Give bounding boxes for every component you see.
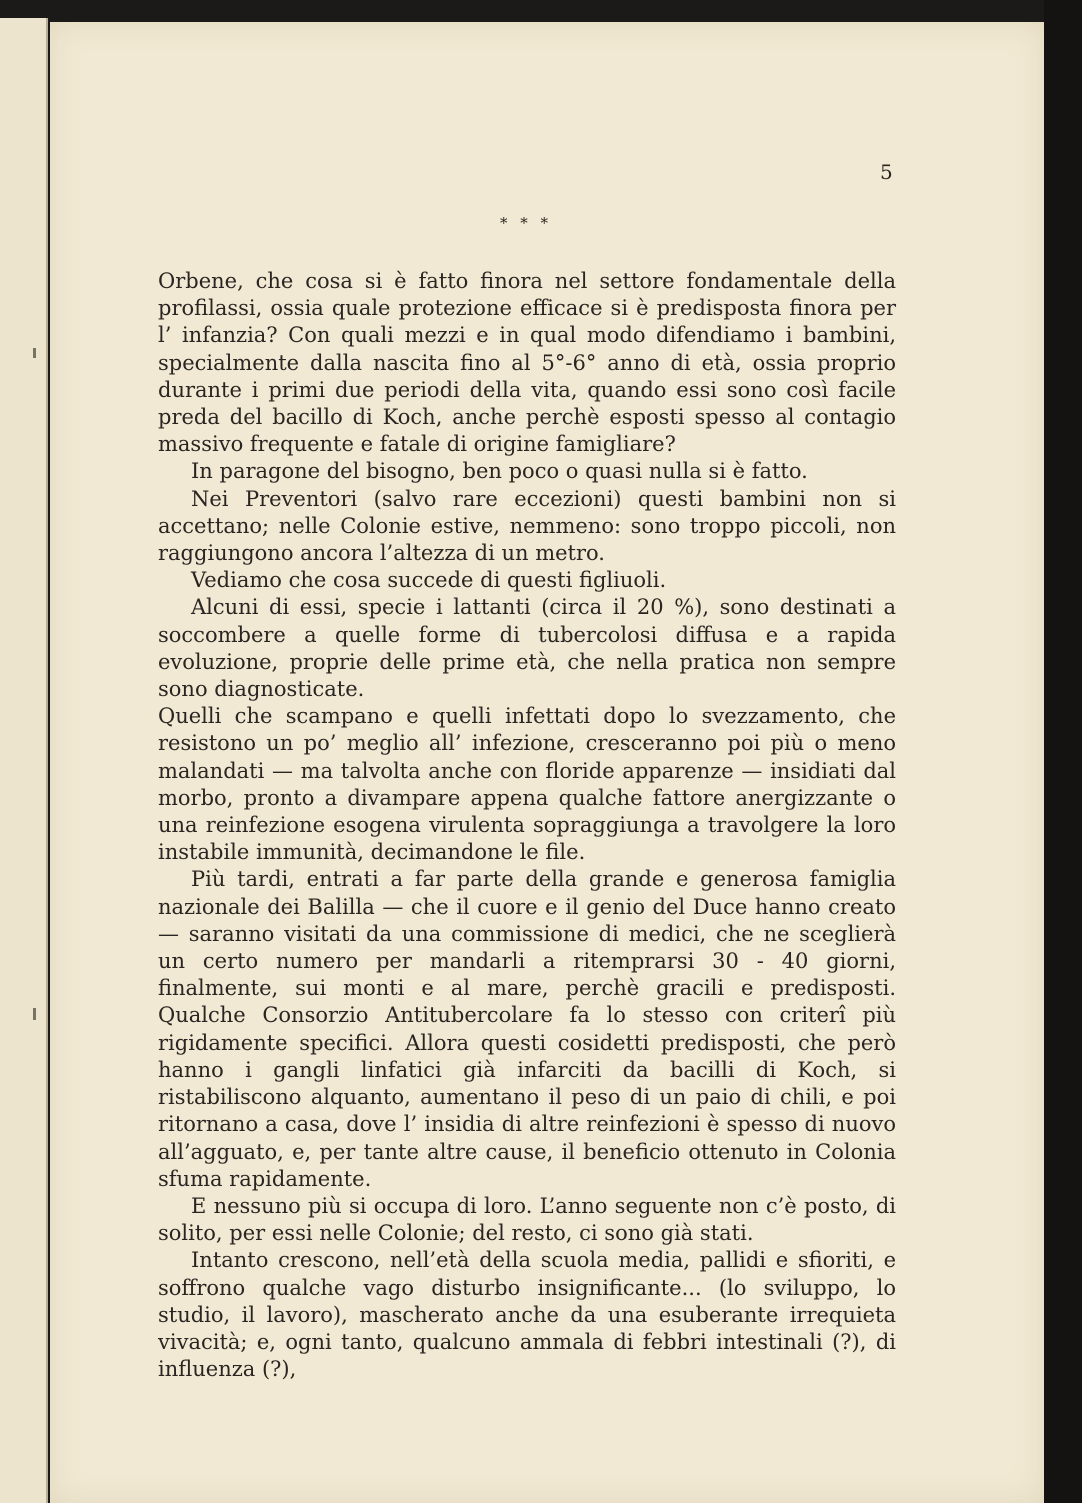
page-number: 5 — [880, 160, 893, 184]
paragraph: E nessuno più si occupa di loro. L’anno seguente non c’è posto, di solito, per essi nelle Colonie; del resto, ci sono già stati. — [158, 1193, 896, 1246]
paragraph: Più tardi, entrati a far parte della grande e generosa famiglia nazionale dei Balilla — che il cuore e il genio del Duce hanno creato — saranno visitati da una commissione di medici, che ne sceglierà un certo numero per mandarli a ritemprarsi 30 - 40 giorni, finalmente, sui monti e al mare, perchè gracili e predisposti. Qualche Consorzio Antitubercolare fa lo stesso con criterî più rigidamente specifici. Allora questi cosidetti predisposti, che però hanno i gangli linfatici già infarciti da bacilli di Koch, si ristabiliscono alquanto, aumentano il peso di un paio di chili, e poi ritornano a casa, dove l’ insidia di altre reinfezioni è spesso di nuovo all’agguato, e, per tante altre cause, il beneficio ottenuto in Colonia sfuma rapidamente. — [158, 867, 896, 1191]
paragraph: In paragone del bisogno, ben poco o quasi nulla si è fatto. — [191, 459, 808, 484]
previous-page-edge — [0, 18, 48, 1503]
paragraph: Nei Preventori (salvo rare eccezioni) questi bambini non si accettano; nelle Colonie estive, nemmeno: sono troppo piccoli, non raggiungono ancora l’altezza di un metro. — [158, 486, 896, 566]
margin-mark — [33, 348, 36, 358]
scan-border — [1044, 0, 1082, 1503]
body-text — [158, 268, 896, 1383]
paragraph: Orbene, che cosa si è fatto finora nel settore fondamentale della profilassi, ossia quale protezione efficace si è predisposta finora per l’ infanzia? Con quali mezzi e in qual modo difendiamo i bambini, specialmente dalla nascita fino al 5°-6° anno di età, ossia proprio durante i primi due periodi della vita, quando essi sono così facile preda del bacillo di Koch, anche perchè esposti spesso al contagio massivo frequente e fatale di origine famigliare? — [158, 269, 896, 457]
section-separator: * * * — [500, 214, 553, 232]
paragraph: Quelli che scampano e quelli infettati dopo lo svezzamento, che resistono un po’ meglio all’ infezione, cresceranno poi più o meno malandati — ma talvolta anche con floride apparenze — insidiati dal morbo, pronto a divampare appena qualche fattore anergizzante o una reinfezione esogena virulenta sopraggiunga a travolgere la loro instabile immunità, decimandone le file. — [158, 704, 896, 865]
paragraph: Intanto crescono, nell’età della scuola media, pallidi e sfioriti, e soffrono qualche vago disturbo insignificante... (lo sviluppo, lo studio, il lavoro), mascherato anche da una esuberante irrequieta vivacità; e, ogni tanto, qualcuno ammala di febbri intestinali (?), di influenza (?), — [158, 1248, 896, 1382]
margin-mark — [33, 1008, 36, 1020]
paragraph: Alcuni di essi, specie i lattanti (circa il 20 %), sono destinati a soccombere a quelle forme di tubercolosi diffusa e a rapida evoluzione, proprie delle prime età, che nella pratica non sempre sono diagnosticate. — [158, 595, 896, 702]
paragraph: Vediamo che cosa succede di questi figliuoli. — [191, 568, 667, 593]
